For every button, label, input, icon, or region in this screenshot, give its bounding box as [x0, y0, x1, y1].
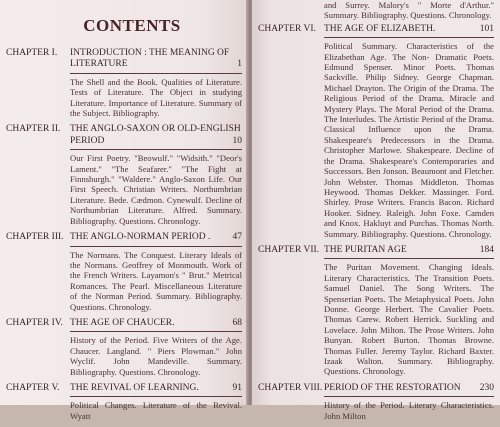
left-page [0, 0, 248, 421]
continued-summary: and Surrey. Malory's " Morte d'Arthur." Summary. Bibliography. Questions. Chronology. [324, 0, 494, 21]
chapter-title: THE REVIVAL OF LEARNING. [70, 382, 199, 393]
chapter-label: CHAPTER III. [6, 232, 64, 243]
chapter-summary: History of the Period. Five Writers of the Age. Chaucer. Langland. " Piers Plowman." John Wyclif. John Mandeville. Summary. Bibliography. Questions. Chronology. [70, 335, 242, 377]
chapter-title: PERIOD [70, 135, 105, 146]
page-number: 47 [232, 232, 242, 243]
chapter-entry [6, 383, 242, 427]
chapter-summary: Political Summary. Characteristics of the Elizabethan Age. The Non- Dramatic Poets. Edmund Spenser. Minor Poets. Thomas Sackville. Philip Sidney. George Chapman. Michael Drayton. The Origin of the Drama. The Religious Period of the Drama. Miracle and Mystery Plays. The Moral Period of the Drama. The Interludes. The Artistic Period of the Drama. Classical Influence upon the Drama. Shakespeare's Predecessors in the Drama. Christopher Marlowe. Shakespeare. Decline of the Drama. Shakespeare's Contemporaries and Successors. Ben Jonson. Beaumont and Fletcher. John Webster. Thomas Middleton. Thomas Heywood. Thomas Dekker. Massinger. Ford. Shirley. Prose Writers. Francis Bacon. Richard Hooker. Sidney. Raleigh. John Foxe. Camden and Knox. Hakluyt and Purchas. Thomas North. Summary. Bibliography. Questions. Chronology. [324, 41, 494, 239]
contents-heading: CONTENTS [83, 16, 181, 35]
chapter-title: LITERATURE [70, 59, 128, 70]
divider [324, 258, 494, 259]
chapter-entry [6, 48, 242, 124]
divider [70, 331, 242, 332]
divider [70, 73, 242, 74]
chapter-label: CHAPTER VI. [258, 23, 316, 34]
divider [70, 149, 242, 150]
page-number: 10 [232, 135, 242, 146]
chapter-title: THE PURITAN AGE [324, 244, 407, 255]
chapter-summary: The Normans. The Conquest. Literary Ideals of the Normans. Geoffrey of Monmouth. Work of the French Writers. Layamon's " Brut." Metrical Romances. The Pearl. Miscellaneous Literature of the Norman Period. Summary. Bibliography. Questions. Chronology. [70, 249, 242, 312]
page-number: 101 [479, 23, 494, 34]
divider [324, 396, 494, 397]
chapter-title: INTRODUCTION : THE MEANING OF [70, 48, 230, 58]
page-number: 184 [479, 244, 494, 255]
chapter-title: THE ANGLO-SAXON OR OLD-ENGLISH [70, 124, 241, 135]
divider [70, 396, 242, 397]
chapter-entry [6, 318, 242, 383]
chapter-entry [6, 232, 242, 318]
chapter-label: CHAPTER IV. [6, 317, 63, 328]
page-number: 68 [232, 317, 242, 328]
chapter-label: CHAPTER II. [6, 124, 61, 135]
chapter-entry [258, 383, 494, 427]
chapter-summary: The Puritan Movement. Changing Ideals. Literary Characteristics. The Transition Poets. Samuel Daniel. The Song Writers. The Spenserian Poets. The Metaphysical Poets. John Donne. George Herbert. The Cavalier Poets. Thomas Carew. Robert Herrick. Suckling and Lovelace. John Milton. The Prose Writers. John Bunyan. Robert Burton. Thomas Browne. Thomas Fuller. Jeremy Taylor. Richard Baxter. Izaak Walton. Summary. Bibliography. Questions. Chronology. [324, 262, 494, 377]
chapter-summary: Political Changes. Literature of the Revival. Wyatt [70, 400, 242, 421]
chapter-label: CHAPTER VII. [258, 244, 320, 255]
chapter-label: CHAPTER V. [6, 382, 60, 393]
chapter-title: THE AGE OF ELIZABETH. [324, 23, 436, 34]
chapter-entry [258, 24, 494, 245]
page-number: 230 [479, 382, 494, 393]
chapter-summary: History of the Period. Literary Characteristics. John Milton [324, 400, 494, 421]
right-page [252, 0, 500, 421]
chapter-title: THE ANGLO-NORMAN PERIOD . [70, 232, 211, 243]
page-number: 91 [232, 382, 242, 393]
chapter-title: PERIOD OF THE RESTORATION [324, 382, 461, 393]
chapter-entry [258, 245, 494, 383]
chapter-label: CHAPTER VIII. [258, 382, 323, 393]
page-number: 1 [237, 59, 242, 70]
divider [70, 246, 242, 247]
chapter-summary: Our First Poetry. "Beowulf." "Widsith." "Deor's Lament." "The Seafarer." "The Fight at Finnsburgh." "Waldere." Anglo-Saxon Life. Our First Speech. Christian Writers. Northumbrian Literature. Bede. Cædmon. Cynewulf. Decline of Northumbrian Literature. Alfred. Summary. Bibliography. Questions. Chronology. [70, 153, 242, 226]
chapter-title: THE AGE OF CHAUCER. [70, 317, 175, 328]
chapter-summary: The Shell and the Book. Qualities of Literature. Tests of Literature. The Object in studying Literature. Importance of Literature. Summary of the Subject. Bibliography. [70, 76, 242, 119]
chapter-label: CHAPTER I. [6, 48, 58, 58]
chapter-entry [6, 124, 242, 232]
divider [324, 37, 494, 38]
